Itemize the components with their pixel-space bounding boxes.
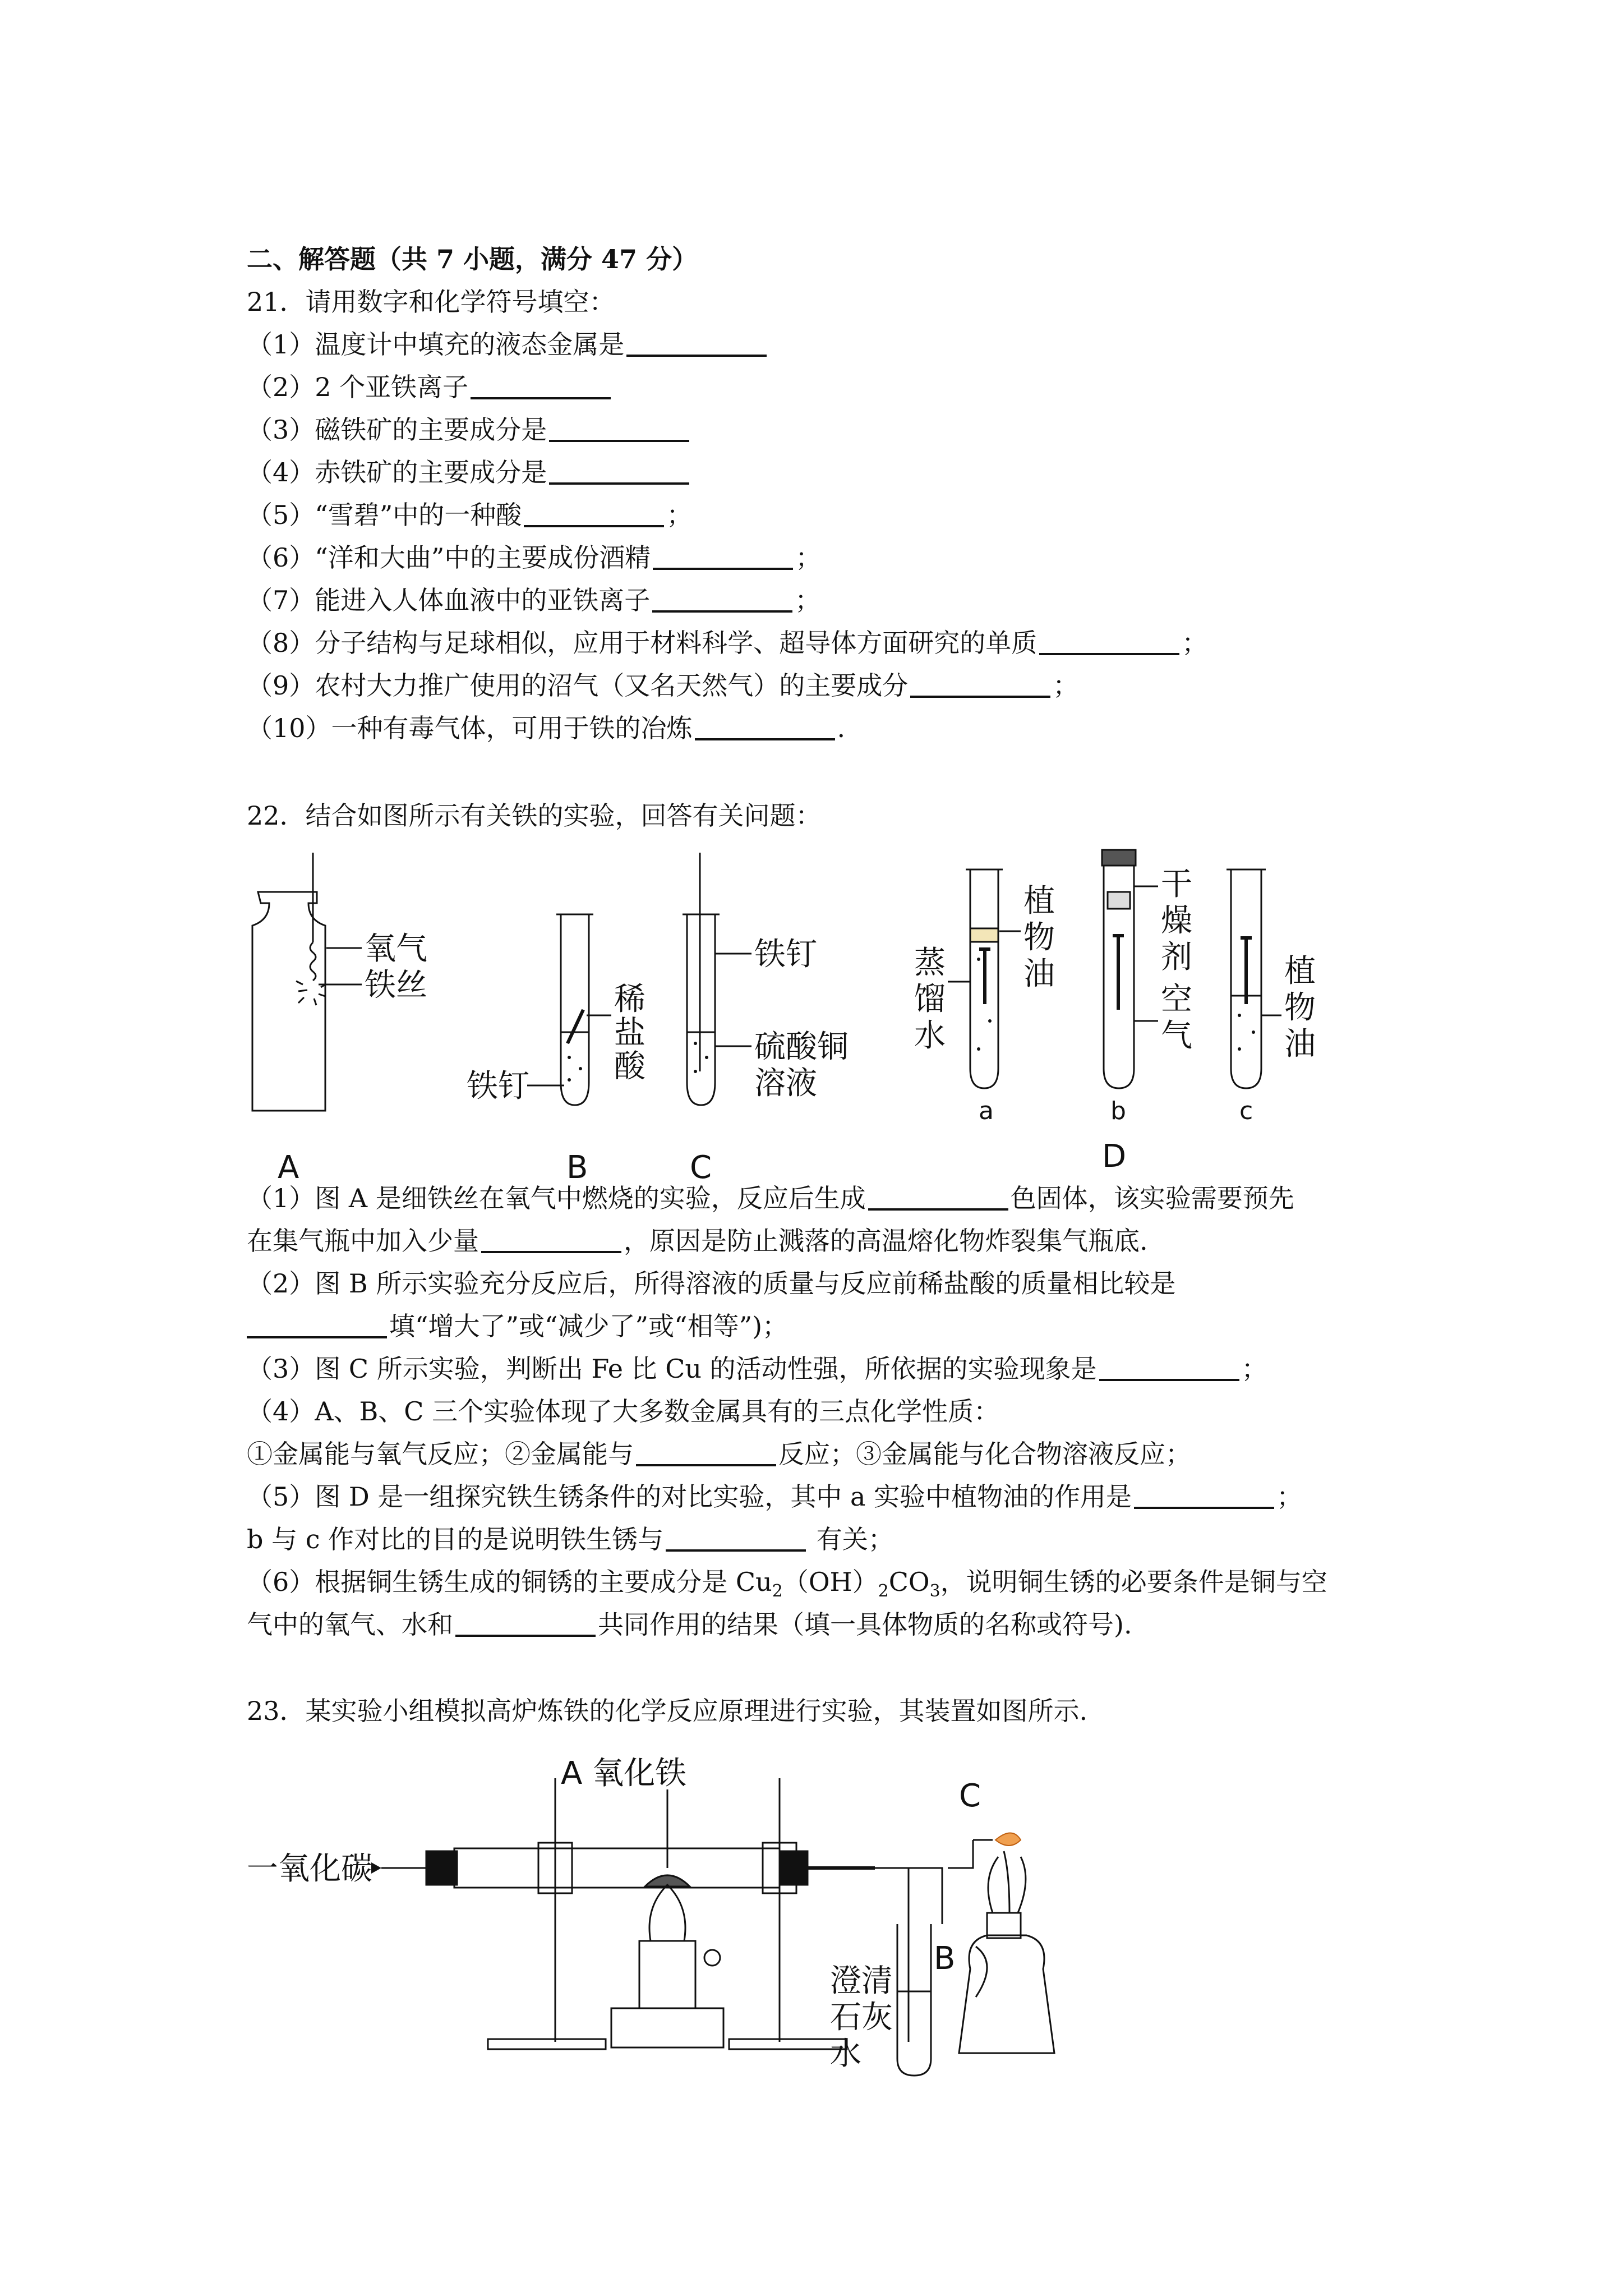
text-segment: 在集气瓶中加入少量 xyxy=(247,1226,479,1256)
text-segment: （6）根据铜生锈生成的铜锈的主要成分是 Cu xyxy=(247,1567,772,1597)
label-tube-c: c xyxy=(1239,1097,1253,1125)
text-segment: 气中的氧气、水和 xyxy=(247,1609,453,1640)
q22-p4: （4）A、B、C 三个实验体现了大多数金属具有的三点化学性质： xyxy=(247,1396,1000,1427)
answer-blank[interactable] xyxy=(455,1632,596,1637)
answer-blank[interactable] xyxy=(695,736,835,740)
q21-item xyxy=(247,583,820,617)
text-segment: （3）图 C 所示实验，判断出 Fe 比 Cu 的活动性强，所依据的实验现象是 xyxy=(247,1354,1097,1384)
text-segment: ； xyxy=(1241,1354,1267,1384)
q22-p2-line2 xyxy=(247,1309,788,1343)
q22-p5-line2 xyxy=(247,1522,894,1556)
answer-blank[interactable] xyxy=(247,1334,387,1338)
text-segment: 共同作用的结果（填一具体物质的名称或符号). xyxy=(598,1609,1132,1640)
text-segment: ①金属能与氧气反应；②金属能与 xyxy=(247,1439,634,1469)
label-oil-a-2: 物 xyxy=(1023,919,1055,956)
q22-p6-line2 xyxy=(247,1608,1132,1641)
answer-blank[interactable] xyxy=(868,1206,1008,1211)
q21-item-punct: ； xyxy=(666,500,693,530)
label-distilled-2: 馏 xyxy=(914,981,946,1018)
label-oil-c-1: 植 xyxy=(1284,953,1316,990)
q21-item xyxy=(247,711,845,745)
answer-blank[interactable] xyxy=(636,1462,776,1466)
text-segment: （OH） xyxy=(782,1567,878,1597)
q21-item-text: （7）能进入人体血液中的亚铁离子 xyxy=(247,585,651,615)
label-dilute: 稀 xyxy=(614,981,645,1018)
label-fig-c: C xyxy=(690,1149,712,1186)
q22-figure xyxy=(224,847,1458,1200)
label-cuso4-1: 硫酸铜 xyxy=(754,1029,849,1065)
label-air-1: 空 xyxy=(1161,981,1192,1018)
label-tube-b: b xyxy=(1110,1097,1126,1125)
answer-blank[interactable] xyxy=(653,565,793,570)
answer-blank[interactable] xyxy=(652,608,792,613)
section-title: 二、解答题（共 7 小题，满分 47 分） xyxy=(247,244,698,274)
q21-item-punct: ； xyxy=(1053,670,1079,701)
label-limewater-2: 石灰 xyxy=(830,1999,893,2036)
label-iron-nail-c: 铁钉 xyxy=(754,936,817,973)
label-desiccant-3: 剂 xyxy=(1161,939,1192,976)
label-limewater-3: 水 xyxy=(830,2036,861,2072)
answer-blank[interactable] xyxy=(549,438,689,442)
label-oil-a-3: 油 xyxy=(1023,956,1055,992)
answer-blank[interactable] xyxy=(1099,1377,1239,1381)
q22-p3 xyxy=(247,1352,1267,1386)
label-salt: 盐 xyxy=(614,1015,645,1051)
q21-item xyxy=(247,455,691,489)
label-limewater-1: 澄清 xyxy=(830,1963,893,1999)
q22-p2-line1: （2）图 B 所示实验充分反应后，所得溶液的质量与反应前稀盐酸的质量相比较是 xyxy=(247,1268,1176,1299)
answer-blank[interactable] xyxy=(524,523,664,527)
label-tube-a: a xyxy=(979,1097,994,1125)
tube-d-a xyxy=(948,869,1021,1088)
label-oil-a-1: 植 xyxy=(1023,883,1055,919)
subscript: 2 xyxy=(772,1581,783,1602)
q21-item-text: （9）农村大力推广使用的沼气（又名天然气）的主要成分 xyxy=(247,670,909,701)
answer-blank[interactable] xyxy=(481,1249,621,1253)
q21-item-punct: . xyxy=(837,713,846,743)
q21-item-text: （1）温度计中填充的液态金属是 xyxy=(247,329,625,360)
text-segment: 填“增大了”或“减少了”或“相等”)； xyxy=(389,1311,789,1341)
label-iron-nail-b: 铁钉 xyxy=(467,1068,529,1105)
label-fig-d: D xyxy=(1102,1138,1127,1175)
label-acid: 酸 xyxy=(614,1048,645,1085)
answer-blank[interactable] xyxy=(1039,651,1179,655)
q21-item xyxy=(247,413,691,447)
label-cuso4-2: 溶液 xyxy=(754,1065,817,1102)
label-distilled-1: 蒸 xyxy=(914,945,946,981)
q21-item-text: （10）一种有毒气体，可用于铁的冶炼 xyxy=(247,713,693,743)
q21-stem: 21．请用数字和化学符号填空： xyxy=(247,287,615,317)
tube-d-c xyxy=(1227,869,1281,1088)
q21-item-punct: ； xyxy=(1182,628,1208,658)
q21-item xyxy=(247,498,692,532)
text-segment: ，说明铜生锈的必要条件是铜与空 xyxy=(940,1567,1327,1597)
answer-blank[interactable] xyxy=(1134,1504,1274,1509)
jar-a xyxy=(252,853,362,1111)
q23-figure xyxy=(241,1756,1082,2092)
label-c: C xyxy=(959,1778,981,1814)
q21-item xyxy=(247,370,613,404)
q21-item xyxy=(247,669,1078,702)
text-segment: 色固体，该实验需要预先 xyxy=(1010,1183,1294,1213)
q22-p4-properties xyxy=(247,1437,1191,1471)
text-segment: 有关； xyxy=(808,1524,894,1554)
label-oil-c-3: 油 xyxy=(1284,1026,1316,1062)
text-segment: CO xyxy=(888,1567,930,1597)
q21-item-text: （2）2 个亚铁离子 xyxy=(247,372,469,402)
label-b: B xyxy=(934,1940,956,1977)
q21-item-text: （4）赤铁矿的主要成分是 xyxy=(247,457,547,487)
text-segment: ； xyxy=(1276,1481,1303,1512)
label-fig-a: A xyxy=(278,1149,299,1186)
text-segment: 反应；③金属能与化合物溶液反应； xyxy=(778,1439,1191,1469)
text-segment: ，原因是防止溅落的高温熔化物炸裂集气瓶底. xyxy=(624,1226,1148,1256)
answer-blank[interactable] xyxy=(910,693,1050,698)
tube-b xyxy=(527,914,611,1105)
label-oil-c-2: 物 xyxy=(1284,990,1316,1026)
text-segment: b 与 c 作对比的目的是说明铁生锈与 xyxy=(247,1524,664,1554)
label-desiccant-1: 干 xyxy=(1161,866,1192,903)
q22-p1-line2 xyxy=(247,1224,1148,1258)
q22-p1-line1 xyxy=(247,1181,1294,1215)
q21-item-text: （3）磁铁矿的主要成分是 xyxy=(247,415,547,445)
q22-p6-line1 xyxy=(247,1565,1327,1608)
tube-d-b xyxy=(1102,850,1158,1088)
answer-blank[interactable] xyxy=(549,480,689,485)
answer-blank[interactable] xyxy=(471,395,611,399)
label-iron-wire: 铁丝 xyxy=(365,967,427,1004)
label-desiccant-2: 燥 xyxy=(1161,903,1192,939)
label-fig-b: B xyxy=(566,1149,588,1186)
subscript: 3 xyxy=(929,1581,940,1602)
q21-item-text: （8）分子结构与足球相似，应用于材料科学、超导体方面研究的单质 xyxy=(247,628,1038,658)
q23-stem: 23．某实验小组模拟高炉炼铁的化学反应原理进行实验，其装置如图所示. xyxy=(247,1696,1088,1726)
q21-item-text: （5）“雪碧”中的一种酸 xyxy=(247,500,522,530)
subscript: 2 xyxy=(878,1581,889,1602)
q22-stem: 22．结合如图所示有关铁的实验，回答有关问题： xyxy=(247,800,822,831)
text-segment: （5）图 D 是一组探究铁生锈条件的对比实验，其中 a 实验中植物油的作用是 xyxy=(247,1481,1132,1512)
q21-item-text: （6）“洋和大曲”中的主要成份酒精 xyxy=(247,542,651,573)
label-co: 一氧化碳 xyxy=(247,1851,372,1887)
q22-p5-line1 xyxy=(247,1480,1302,1513)
label-air-2: 气 xyxy=(1161,1018,1192,1054)
q21-item-punct: ； xyxy=(795,585,821,615)
q21-item xyxy=(247,626,1207,660)
answer-blank[interactable] xyxy=(666,1547,806,1552)
text-segment: （1）图 A 是细铁丝在氧气中燃烧的实验，反应后生成 xyxy=(247,1183,866,1213)
q21-item xyxy=(247,541,821,574)
label-oxygen: 氧气 xyxy=(365,931,427,967)
tube-c xyxy=(683,853,751,1105)
label-iron-oxide: A 氧化铁 xyxy=(561,1756,687,1792)
q21-item xyxy=(247,328,769,361)
label-distilled-3: 水 xyxy=(914,1018,946,1054)
answer-blank[interactable] xyxy=(626,352,767,357)
q21-item-punct: ； xyxy=(795,542,822,573)
